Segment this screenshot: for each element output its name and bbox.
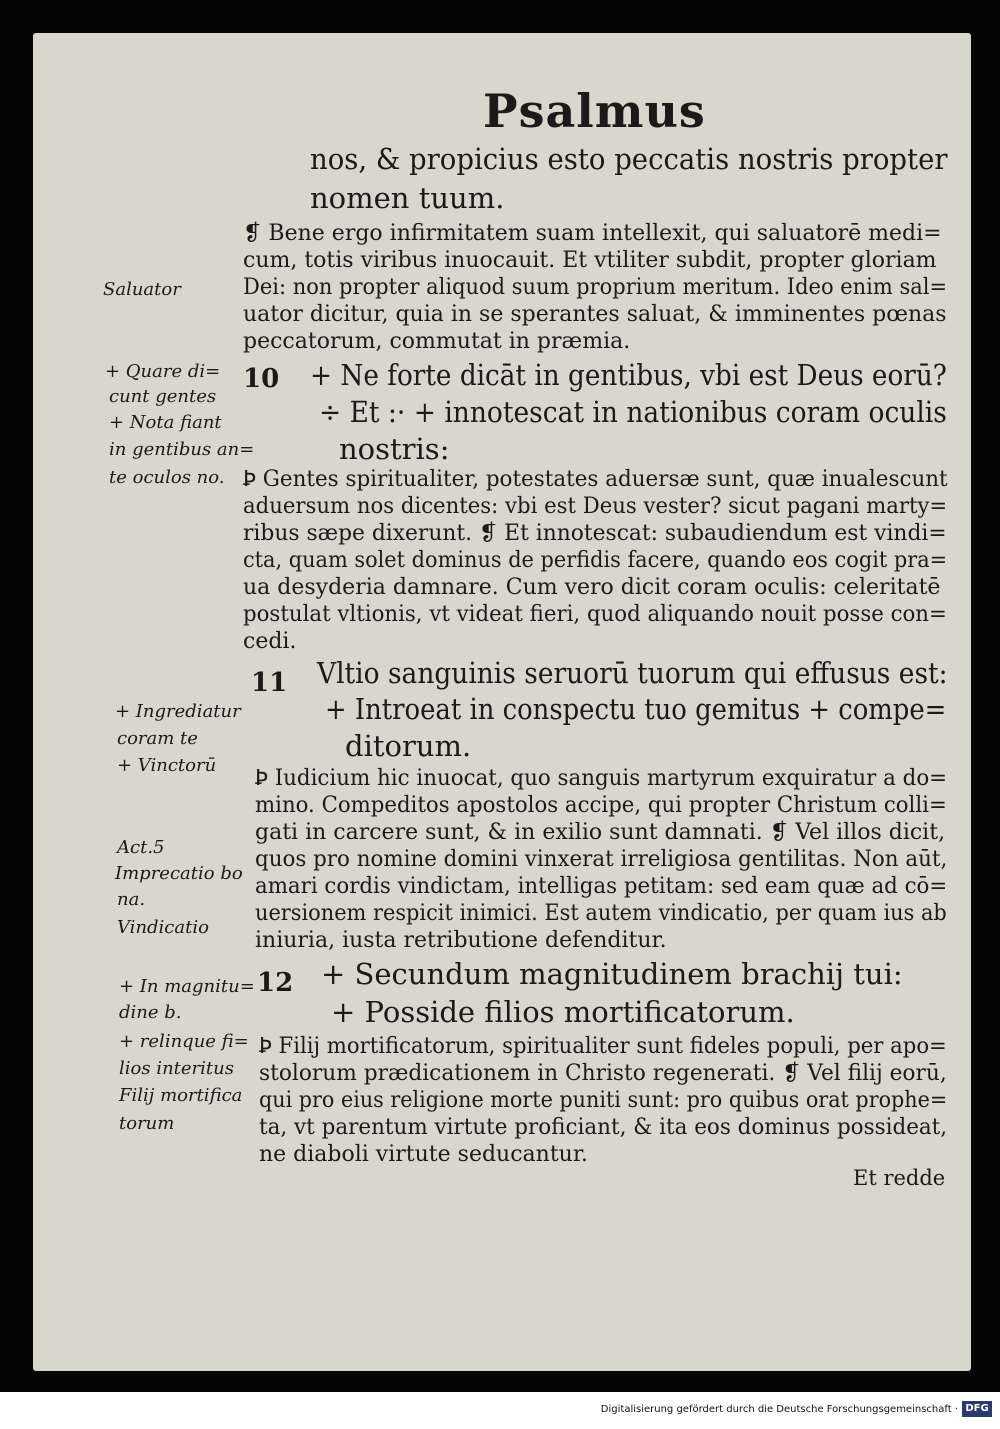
running-header: Psalmus <box>483 84 706 138</box>
commentary-line: cedi. <box>243 629 297 654</box>
commentary-line: stolorum prædicationem in Christo regenerati. ❡ Vel filij eorū, <box>259 1061 947 1086</box>
verse-number: 11 <box>251 668 288 698</box>
margin-note: Act.5 <box>117 837 165 858</box>
commentary-line: ta, vt parentum virtute proficiant, & ita eos dominus possideat, <box>259 1115 948 1140</box>
verse-line: nomen tuum. <box>310 181 505 215</box>
commentary-line: cum, totis viribus inuocauit. Et vtiliter subdit, propter gloriam <box>243 248 937 273</box>
commentary-line: uator dicitur, quia in se sperantes saluat, & imminentes pœnas <box>243 302 947 327</box>
commentary-line: ua desyderia damnare. Cum vero dicit coram oculis: celeritatē <box>243 575 941 600</box>
commentary-line: Ꝧ Gentes spiritualiter, potestates aduersæ sunt, quæ inualescunt <box>243 467 948 492</box>
margin-note: dine b. <box>119 1002 182 1023</box>
margin-note: in gentibus an= <box>109 439 255 460</box>
verse-line: ÷ Et :· + innotescat in nationibus coram oculis <box>319 395 947 429</box>
commentary-line: qui pro eius religione morte puniti sunt: pro quibus orat prophe= <box>259 1088 948 1113</box>
margin-note: + Ingrediatur <box>115 701 241 722</box>
funding-credit: Digitalisierung gefördert durch die Deutsche Forschungsgemeinschaft · <box>600 1404 958 1415</box>
verse-number: 12 <box>257 968 294 998</box>
dfg-logo-icon[interactable]: DFG <box>962 1401 992 1417</box>
margin-note: te oculos no. <box>109 467 225 488</box>
margin-note: + Nota fiant <box>109 412 222 433</box>
verse-line: nostris: <box>339 432 450 466</box>
commentary-line: ribus sæpe dixerunt. ❡ Et innotescat: subaudiendum est vindi= <box>243 521 947 546</box>
margin-note: Imprecatio bo <box>115 863 243 884</box>
book-page <box>33 33 971 1371</box>
margin-note: cunt gentes <box>109 386 217 407</box>
commentary-line: mino. Compeditos apostolos accipe, qui propter Christum colli= <box>255 793 947 818</box>
commentary-line: gati in carcere sunt, & in exilio sunt damnati. ❡ Vel illos dicit, <box>255 820 946 845</box>
commentary-line: ❡ Bene ergo infirmitatem suam intellexit, qui saluatorē medi= <box>243 221 942 246</box>
commentary-line: quos pro nomine domini vinxerat irreligiosa gentilitas. Non aūt, <box>255 847 948 872</box>
verse-line: Vltio sanguinis seruorū tuorum qui effusus est: <box>317 656 948 690</box>
margin-note: Vindicatio <box>117 917 209 938</box>
commentary-line: cta, quam solet dominus de perfidis facere, quando eos cogit pra= <box>243 548 948 573</box>
margin-note: lios interitus <box>119 1058 234 1079</box>
margin-note: na. <box>117 889 146 910</box>
margin-note: + Vinctorū <box>117 755 217 776</box>
margin-note: Saluator <box>103 279 181 300</box>
commentary-line: postulat vltionis, vt videat fieri, quod aliquando nouit posse con= <box>243 602 947 627</box>
margin-note: torum <box>119 1113 175 1134</box>
footer-bar <box>0 1392 1000 1429</box>
commentary-line: peccatorum, commutat in præmia. <box>243 329 631 354</box>
commentary-line: amari cordis vindictam, intelligas petitam: sed eam quæ ad cō= <box>255 874 948 899</box>
commentary-line: uersionem respicit inimici. Est autem vindicatio, per quam ius ab <box>255 901 947 926</box>
commentary-line: Dei: non propter aliquod suum proprium meritum. Ideo enim sal= <box>243 275 948 300</box>
commentary-line: iniuria, iusta retributione defenditur. <box>255 928 667 953</box>
verse-line: + Posside filios mortificatorum. <box>331 995 795 1029</box>
verse-line: + Secundum magnitudinem brachij tui: <box>321 957 903 991</box>
margin-note: + In magnitu= <box>119 976 255 997</box>
margin-note: + Quare di= <box>105 361 221 382</box>
verse-line: + Ne forte dicāt in gentibus, vbi est Deus eorū? <box>310 358 947 392</box>
margin-note: coram te <box>117 728 198 749</box>
margin-note: Filij mortifica <box>119 1085 243 1106</box>
verse-line: + Introeat in conspectu tuo gemitus + compe= <box>325 692 947 726</box>
margin-note: + relinque fi= <box>119 1031 249 1052</box>
verse-number: 10 <box>243 364 280 394</box>
commentary-line: Ꝧ Filij mortificatorum, spiritualiter sunt fideles populi, per apo= <box>259 1034 947 1059</box>
commentary-line: Ꝧ Iudicium hic inuocat, quo sanguis martyrum exquiratur a do= <box>255 766 948 791</box>
catchword: Et redde <box>853 1166 946 1190</box>
verse-line: ditorum. <box>345 729 472 763</box>
commentary-line: aduersum nos dicentes: vbi est Deus vester? sicut pagani marty= <box>243 494 948 519</box>
verse-line: nos, & propicius esto peccatis nostris propter <box>310 142 948 176</box>
commentary-line: ne diaboli virtute seducantur. <box>259 1142 588 1167</box>
